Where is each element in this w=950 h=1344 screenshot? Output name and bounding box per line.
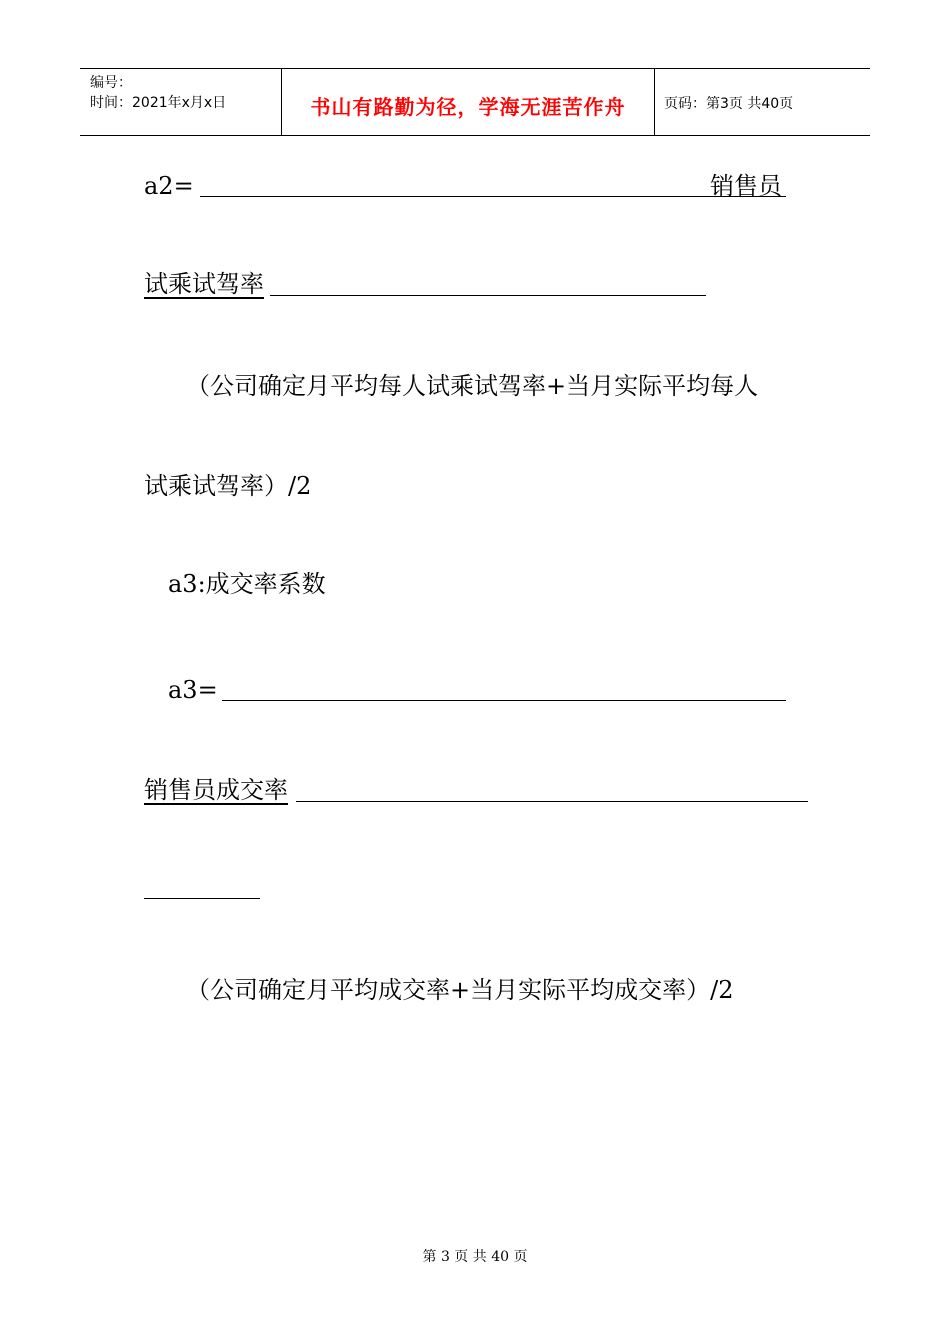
test-drive-rate-text: 试乘试驾率 bbox=[144, 270, 264, 298]
page-footer: 第 3 页 共 40 页 bbox=[422, 1249, 528, 1265]
a3-label: a3= bbox=[168, 676, 218, 704]
fill-blank bbox=[200, 196, 786, 197]
a3-heading: a3:成交率系数 bbox=[168, 570, 326, 598]
serial-label: 编号： bbox=[90, 75, 132, 91]
page-header bbox=[80, 68, 870, 136]
formula-line-2: 试乘试驾率）/2 bbox=[144, 472, 312, 500]
header-motto: 书山有路勤为径，学海无涯苦作舟 bbox=[310, 95, 626, 119]
close-rate-text: 销售员成交率 bbox=[144, 776, 288, 804]
header-divider bbox=[654, 69, 655, 135]
fill-blank bbox=[144, 898, 260, 899]
date-label: 时间：2021年x月x日 bbox=[90, 95, 227, 111]
formula-line-1: （公司确定月平均每人试乘试驾率+当月实际平均每人 bbox=[186, 372, 759, 400]
a2-label: a2= bbox=[144, 172, 194, 200]
fill-blank bbox=[296, 801, 808, 802]
fill-blank bbox=[222, 700, 786, 701]
header-meta bbox=[90, 73, 226, 113]
formula-line-3: （公司确定月平均成交率+当月实际平均成交率）/2 bbox=[186, 976, 734, 1004]
a2-tail-text: 销售员 bbox=[710, 172, 782, 200]
fill-blank bbox=[270, 295, 706, 296]
header-page-info: 页码：第3页 共40页 bbox=[664, 96, 794, 112]
